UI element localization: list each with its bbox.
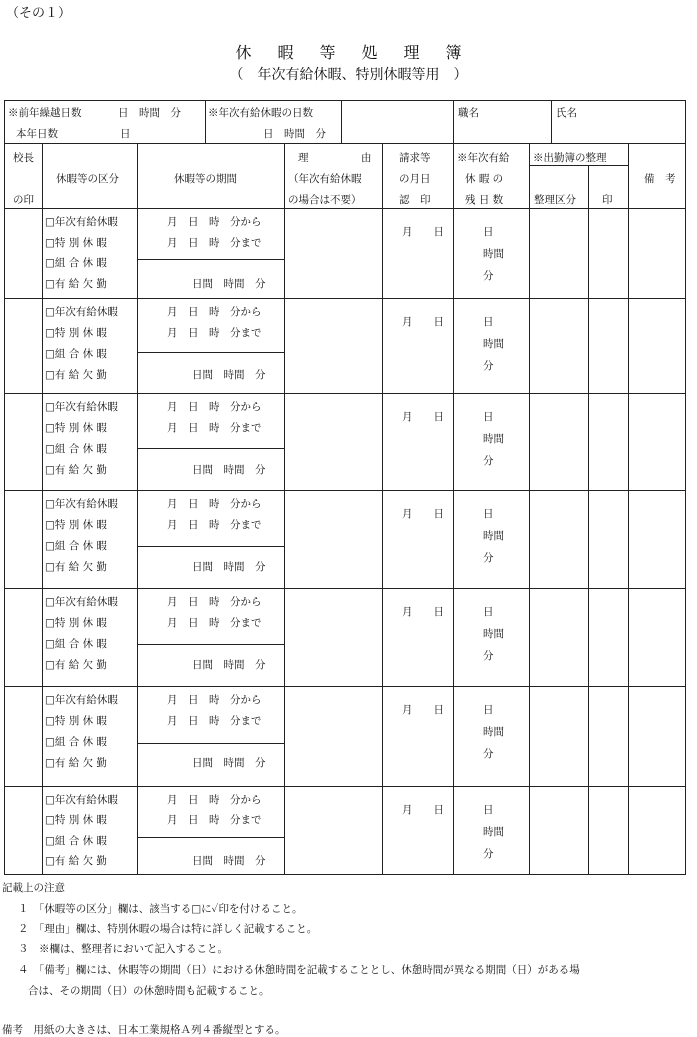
note-item: 合は、その期間（日）の休憩時間も記載すること。 bbox=[28, 985, 270, 997]
attendance-seal-header: 印 bbox=[602, 194, 613, 206]
leave-category-checkbox[interactable]: □組 合 休 暇 bbox=[45, 443, 107, 455]
remaining-days: 日 bbox=[483, 508, 494, 520]
notes-heading: 記載上の注意 bbox=[2, 882, 65, 894]
remaining-header-3: 残 日 数 bbox=[465, 194, 504, 206]
category-header: 休暇等の区分 bbox=[56, 173, 119, 185]
period-to: 月 日 時 分まで bbox=[167, 236, 262, 249]
request-date: 月 日 bbox=[402, 508, 444, 520]
annual-days-label: ※年次有給休暇の日数 bbox=[208, 107, 313, 119]
leave-category-checkbox[interactable]: □年次有給休暇 bbox=[45, 498, 118, 510]
form-title: 休暇等処理簿 bbox=[235, 43, 488, 62]
period-to: 月 日 時 分まで bbox=[167, 715, 262, 727]
leave-category-checkbox[interactable]: □有 給 欠 勤 bbox=[45, 561, 107, 573]
period-from: 月 日 時 分から bbox=[167, 498, 262, 510]
leave-category-checkbox[interactable]: □特 別 休 暇 bbox=[45, 617, 107, 629]
remaining-days: 日 bbox=[483, 226, 494, 238]
leave-category-checkbox[interactable]: □特 別 休 暇 bbox=[45, 327, 107, 339]
leave-category-checkbox[interactable]: □年次有給休暇 bbox=[45, 401, 118, 413]
period-header: 休暇等の期間 bbox=[174, 173, 237, 185]
request-date: 月 日 bbox=[402, 411, 444, 423]
remaining-header: ※年次有給 bbox=[457, 152, 510, 164]
remaining-hours: 時間 bbox=[483, 433, 504, 445]
carryover-units: 日 時間 分 bbox=[118, 107, 181, 119]
principal-seal-header: 校長 bbox=[13, 152, 34, 164]
remaining-days: 日 bbox=[483, 411, 494, 423]
request-date: 月 日 bbox=[402, 316, 444, 328]
period-total: 日間 時間 分 bbox=[192, 464, 266, 476]
form-number: （その１） bbox=[6, 6, 72, 21]
leave-category-checkbox[interactable]: □有 給 欠 勤 bbox=[45, 757, 107, 769]
period-to: 月 日 時 分まで bbox=[167, 519, 262, 531]
remaining-minutes: 分 bbox=[483, 360, 494, 372]
leave-category-checkbox[interactable]: □有 給 欠 勤 bbox=[45, 659, 107, 671]
period-to: 月 日 時 分まで bbox=[167, 422, 262, 434]
leave-category-checkbox[interactable]: □組 合 休 暇 bbox=[45, 257, 107, 269]
reason-header-3: の場合は不要） bbox=[288, 194, 362, 206]
period-total: 日間 時間 分 bbox=[192, 659, 266, 671]
post-label: 職名 bbox=[458, 107, 479, 119]
remaining-minutes: 分 bbox=[483, 270, 494, 282]
remaining-hours: 時間 bbox=[483, 826, 504, 838]
period-from: 月 日 時 分から bbox=[167, 596, 262, 608]
form-subtitle: （ 年次有給休暇、特別休暇等用 ） bbox=[229, 67, 468, 83]
name-label: 氏名 bbox=[556, 107, 577, 119]
leave-category-checkbox[interactable]: □組 合 休 暇 bbox=[45, 834, 107, 847]
period-to: 月 日 時 分まで bbox=[167, 327, 262, 339]
attendance-header: ※出勤簿の整理 bbox=[533, 152, 607, 164]
attendance-category-header: 整理区分 bbox=[534, 194, 576, 206]
remaining-header-2: 休 暇 の bbox=[465, 173, 504, 185]
leave-category-checkbox[interactable]: □特 別 休 暇 bbox=[45, 715, 107, 727]
leave-category-checkbox[interactable]: □有 給 欠 勤 bbox=[45, 464, 107, 476]
period-total: 日間 時間 分 bbox=[192, 369, 266, 381]
period-from: 月 日 時 分から bbox=[167, 401, 262, 413]
remaining-minutes: 分 bbox=[483, 552, 494, 564]
leave-category-checkbox[interactable]: □特 別 休 暇 bbox=[45, 422, 107, 434]
remaining-hours: 時間 bbox=[483, 338, 504, 350]
request-date: 月 日 bbox=[402, 804, 444, 816]
leave-category-checkbox[interactable]: □組 合 休 暇 bbox=[45, 736, 107, 748]
reason-header-2: （年次有給休暇 bbox=[288, 173, 362, 185]
this-year-unit: 日 bbox=[120, 128, 131, 140]
period-total: 日間 時間 分 bbox=[192, 854, 266, 867]
request-date: 月 日 bbox=[402, 704, 444, 716]
leave-category-checkbox[interactable]: □特 別 休 暇 bbox=[45, 236, 107, 249]
remaining-minutes: 分 bbox=[483, 650, 494, 662]
period-total: 日間 時間 分 bbox=[192, 757, 266, 769]
remaining-minutes: 分 bbox=[483, 848, 494, 860]
period-from: 月 日 時 分から bbox=[167, 306, 262, 318]
leave-category-checkbox[interactable]: □特 別 休 暇 bbox=[45, 519, 107, 531]
leave-category-checkbox[interactable]: □年次有給休暇 bbox=[45, 306, 118, 318]
paper-size-note: 備考 用紙の大きさは、日本工業規格Ａ列４番縦型とする。 bbox=[2, 1024, 286, 1036]
period-to: 月 日 時 分まで bbox=[167, 814, 262, 827]
annual-days-units: 日 時間 分 bbox=[263, 128, 326, 140]
period-total: 日間 時間 分 bbox=[192, 277, 266, 290]
leave-category-checkbox[interactable]: □年次有給休暇 bbox=[45, 596, 118, 608]
remaining-days: 日 bbox=[483, 804, 494, 816]
request-header: 請求等 bbox=[399, 152, 431, 164]
carryover-label: ※前年繰越日数 bbox=[8, 107, 82, 119]
reason-header: 理 由 bbox=[298, 152, 372, 164]
leave-category-checkbox[interactable]: □年次有給休暇 bbox=[45, 216, 118, 228]
leave-category-checkbox[interactable]: □組 合 休 暇 bbox=[45, 638, 107, 650]
leave-category-checkbox[interactable]: □年次有給休暇 bbox=[45, 694, 118, 706]
request-date: 月 日 bbox=[402, 226, 444, 238]
remaining-days: 日 bbox=[483, 704, 494, 716]
remaining-minutes: 分 bbox=[483, 455, 494, 467]
note-item: １ 「休暇等の区分」欄は、該当する□に✓印を付けること。 bbox=[18, 903, 303, 915]
note-item: ２ 「理由」欄は、特別休暇の場合は特に詳しく記載すること。 bbox=[18, 923, 318, 935]
remaining-hours: 時間 bbox=[483, 248, 504, 260]
remaining-minutes: 分 bbox=[483, 748, 494, 760]
principal-seal-header-2: の印 bbox=[13, 194, 34, 206]
request-header-3: 認 印 bbox=[399, 194, 431, 206]
remaining-hours: 時間 bbox=[483, 726, 504, 738]
this-year-label: 本年日数 bbox=[16, 128, 58, 140]
leave-category-checkbox[interactable]: □年次有給休暇 bbox=[45, 794, 118, 806]
period-from: 月 日 時 分から bbox=[167, 694, 262, 706]
leave-category-checkbox[interactable]: □有 給 欠 勤 bbox=[45, 277, 107, 290]
remarks-header: 備 考 bbox=[644, 173, 676, 185]
leave-category-checkbox[interactable]: □有 給 欠 勤 bbox=[45, 854, 107, 867]
remaining-hours: 時間 bbox=[483, 530, 504, 542]
request-header-2: の月日 bbox=[399, 173, 431, 185]
leave-category-checkbox[interactable]: □組 合 休 暇 bbox=[45, 540, 107, 552]
period-from: 月 日 時 分から bbox=[167, 794, 262, 806]
period-to: 月 日 時 分まで bbox=[167, 617, 262, 629]
request-date: 月 日 bbox=[402, 606, 444, 618]
remaining-days: 日 bbox=[483, 606, 494, 618]
leave-category-checkbox[interactable]: □有 給 欠 勤 bbox=[45, 369, 107, 381]
remaining-hours: 時間 bbox=[483, 628, 504, 640]
leave-category-checkbox[interactable]: □組 合 休 暇 bbox=[45, 348, 107, 360]
remaining-days: 日 bbox=[483, 316, 494, 328]
note-item: ４ 「備考」欄には、休暇等の期間（日）における休憩時間を記載することとし、休憩時間が異なる期間（日）がある場 bbox=[18, 964, 580, 976]
note-item: ３ ※欄は、整理者において記入すること。 bbox=[18, 943, 228, 955]
period-total: 日間 時間 分 bbox=[192, 561, 266, 573]
period-from: 月 日 時 分から bbox=[167, 216, 262, 228]
leave-category-checkbox[interactable]: □特 別 休 暇 bbox=[45, 814, 107, 827]
